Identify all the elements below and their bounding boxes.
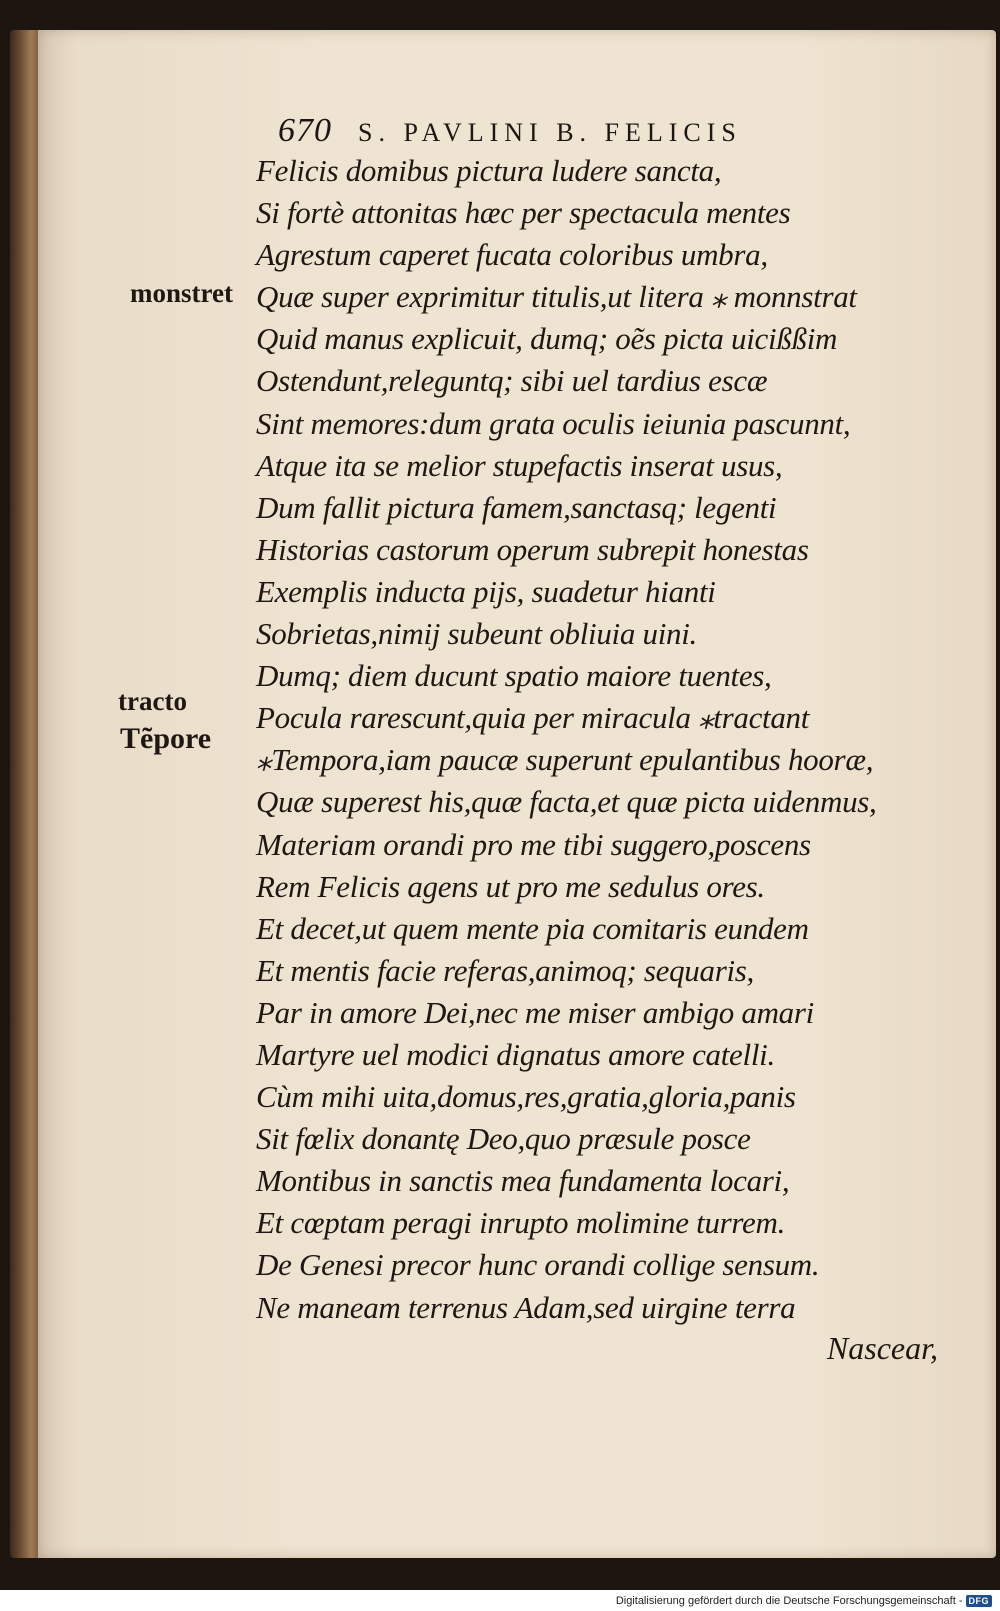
marginal-note: tracto — [118, 686, 187, 716]
verse-line: ⁎Tempora,iam paucæ superunt epulantibus hooræ, — [256, 742, 874, 778]
verse-line: Martyre uel modici dignatus amore catelli. — [256, 1036, 775, 1072]
verse-line: Materiam orandi pro me tibi suggero,poscens — [256, 826, 811, 862]
verse-line: Dumq; diem ducunt spatio maiore tuentes, — [256, 658, 772, 694]
verse-line: Historias castorum operum subrepit honestas — [256, 531, 809, 567]
catchword: Nascear, — [826, 1330, 938, 1366]
verse-line: Rem Felicis agens ut pro me sedulus ores. — [256, 868, 765, 904]
book-spine-edge — [10, 30, 40, 1558]
verse-line: Quæ super exprimitur titulis,ut litera ⁎ monnstrat — [256, 279, 857, 315]
verse-line: Sobrietas,nimij subeunt obliuia uini. — [256, 616, 697, 652]
verse-line: Quid manus explicuit, dumq; oẽs picta uicißßim — [256, 321, 838, 357]
verse-block — [256, 150, 956, 1329]
running-title: S. PAVLINI B. FELICIS — [358, 118, 742, 147]
marginal-note: Tẽpore — [120, 722, 212, 755]
verse-line: Agrestum caperet fucata coloribus umbra, — [256, 237, 768, 273]
verse-line: De Genesi precor hunc orandi collige sensum. — [256, 1247, 820, 1283]
verse-line: Pocula rarescunt,quia per miracula ⁎tractant — [256, 700, 810, 736]
verse-line: Felicis domibus pictura ludere sancta, — [256, 153, 722, 188]
verse-line: Et decet,ut quem mente pia comitaris eundem — [256, 910, 809, 946]
verse-line: Montibus in sanctis mea fundamenta locari, — [256, 1163, 790, 1199]
verse-line: Ne maneam terrenus Adam,sed uirgine terra — [256, 1289, 796, 1325]
verse-line: Exemplis inducta pijs, suadetur hianti — [256, 573, 716, 609]
page-number: 670 — [278, 112, 332, 149]
verse-line: Quæ superest his,quæ facta,et quæ picta uidenmus, — [256, 784, 877, 820]
verse-line: Et cœptam peragi inrupto molimine turrem. — [256, 1205, 786, 1241]
page-header — [278, 112, 742, 152]
credit-text: Digitalisierung gefördert durch die Deutsche Forschungsgemeinschaft - — [615, 1595, 963, 1607]
verse-line: Sint memores:dum grata oculis ieiunia pascunnt, — [256, 405, 851, 441]
dfg-logo: DFG — [966, 1595, 993, 1607]
verse-line: Et mentis facie referas,animoq; sequaris, — [256, 952, 754, 988]
marginal-note: monstret — [130, 278, 233, 308]
verse-line: Ostendunt,releguntq; sibi uel tardius escæ — [256, 363, 768, 399]
verse-line: Atque ita se melior stupefactis inserat usus, — [256, 447, 783, 483]
verse-line: Dum fallit pictura famem,sanctasq; legenti — [256, 489, 777, 525]
verse-line: Par in amore Dei,nec me miser ambigo amari — [256, 994, 814, 1030]
verse-line: Cùm mihi uita,domus,res,gratia,gloria,panis — [256, 1079, 796, 1115]
verse-line: Si fortè attonitas hæc per spectacula mentes — [256, 195, 791, 231]
digitization-credit — [616, 1595, 992, 1607]
verse-line: Sit fœlix donantę Deo,quo præsule posce — [256, 1121, 751, 1157]
